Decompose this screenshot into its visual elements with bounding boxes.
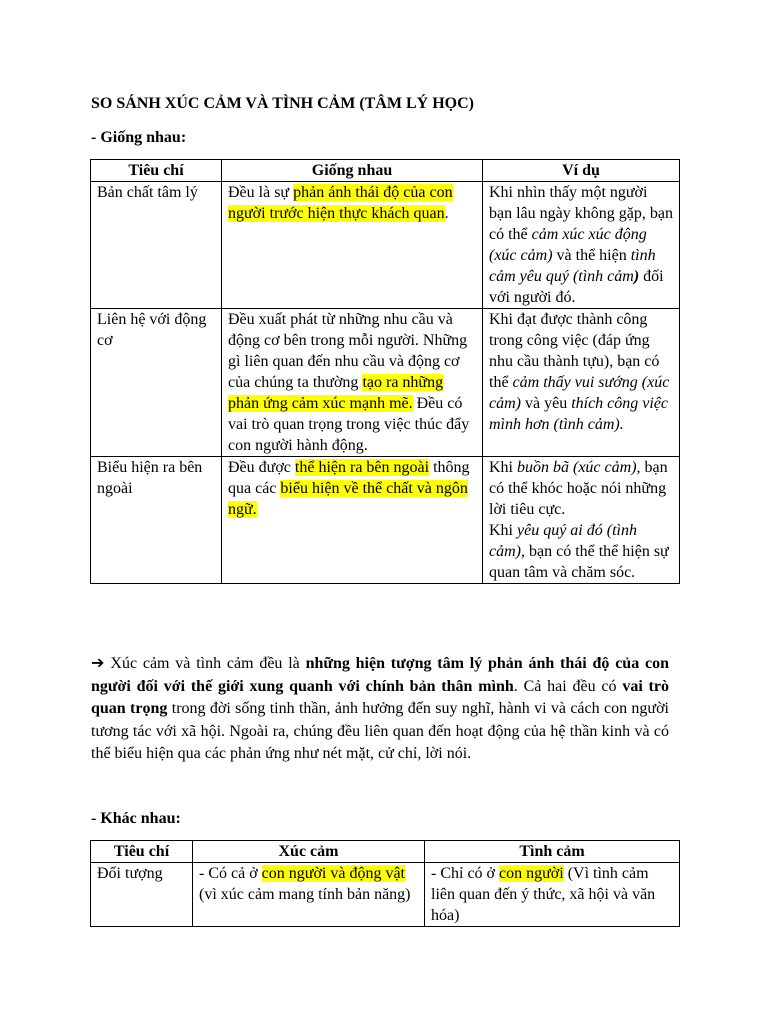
- table-row: [91, 309, 680, 457]
- highlighted-text: con người và động vật: [261, 865, 405, 882]
- header-criterion: Tiêu chí: [91, 160, 222, 182]
- highlighted-text: phản ánh thái độ của con người trước hiện thực khách quan: [228, 184, 453, 222]
- similarity-cell: [222, 309, 483, 457]
- bold-text: những hiện tượng tâm lý phản ánh thái độ của con người đối với thế giới xung quanh với chính bản thân mình: [91, 655, 669, 695]
- text-run: (Vì tình cảm liên quan đến ý thức, xã hội và văn hóa): [431, 865, 656, 924]
- text-run: thông qua các: [228, 459, 470, 497]
- text-run: Đều được: [228, 459, 295, 476]
- differences-heading: - Khác nhau:: [91, 810, 181, 827]
- text-run: - Có cả ở: [199, 865, 262, 882]
- text-run: đối với người đó.: [489, 268, 664, 306]
- table-row: [91, 457, 680, 584]
- italic-text: cảm xúc xúc động (xúc cảm): [489, 226, 647, 264]
- header-emotion: Xúc cảm: [193, 841, 425, 863]
- text-run: và thể hiện: [552, 247, 631, 264]
- text-run: trong đời sống tinh thần, ảnh hưởng đến suy nghĩ, hành vi và cách con người tương tác với xã hội. Ngoài ra, chúng đều liên quan đến hoạt động của hệ thần kinh và có thể biểu hiện qua các phản ứng như nét mặt, cử chỉ, lời nói.: [91, 700, 670, 762]
- text-run: , bạn có thể khóc hoặc nói những lời tiêu cực.: [489, 459, 668, 518]
- similarity-cell: [222, 182, 483, 309]
- similarity-cell: [222, 457, 483, 584]
- example-line: [489, 457, 673, 520]
- italic-text: cảm thấy vui sướng (xúc cảm): [489, 374, 670, 412]
- table-row: [91, 182, 680, 309]
- highlighted-text: con người: [499, 865, 564, 882]
- criterion-cell: Đối tượng: [91, 863, 193, 927]
- text-run: (vì xúc cảm mang tính bản năng): [199, 886, 411, 903]
- text-run: Khi: [489, 522, 517, 539]
- text-run: , bạn có thể thể hiện sự quan tâm và chăm sóc.: [489, 543, 669, 581]
- feeling-cell: [425, 863, 680, 927]
- similarities-heading: - Giống nhau:: [91, 129, 187, 146]
- header-example: Ví dụ: [483, 160, 680, 182]
- page-title: SO SÁNH XÚC CẢM VÀ TÌNH CẢM (TÂM LÝ HỌC): [91, 95, 474, 112]
- italic-text: buồn bã (xúc cảm): [517, 459, 637, 476]
- conclusion-paragraph: [91, 652, 669, 766]
- table-header-row: [91, 841, 680, 863]
- differences-table: [90, 840, 680, 927]
- example-cell: [483, 182, 680, 309]
- header-feeling: Tình cảm: [425, 841, 680, 863]
- bold-text: ): [633, 268, 640, 285]
- highlighted-text: biểu hiện về thể chất và ngôn ngữ.: [228, 480, 468, 518]
- text-run: và yêu: [520, 395, 572, 412]
- header-similarity: Giống nhau: [222, 160, 483, 182]
- text-run: - Chỉ có ở: [431, 865, 500, 882]
- italic-text: tình cảm yêu quý (tình cảm: [489, 247, 656, 285]
- text-run: Khi: [489, 459, 517, 476]
- text-run: Đều là sự: [228, 184, 294, 201]
- highlighted-text: thể hiện ra bên ngoài: [294, 459, 430, 476]
- criterion-cell: Bản chất tâm lý: [91, 182, 222, 309]
- criterion-cell: Liên hệ với động cơ: [91, 309, 222, 457]
- arrow-right-icon: ➔: [91, 653, 105, 672]
- bold-text: vai trò quan trọng: [91, 677, 669, 717]
- text-run: Đều có vai trò quan trọng trong việc thúc đẩy con người hành động.: [228, 395, 470, 454]
- criterion-cell: Biểu hiện ra bên ngoài: [91, 457, 222, 584]
- text-run: .: [444, 205, 449, 222]
- example-cell: [483, 309, 680, 457]
- emotion-cell: [193, 863, 425, 927]
- similarities-table: [90, 159, 680, 584]
- text-run: Khi đạt được thành công trong công việc (đáp ứng nhu cầu thành tựu), bạn có thể: [489, 311, 660, 391]
- table-row: [91, 863, 680, 927]
- highlighted-text: tạo ra những phản ứng cảm xúc mạnh mẽ.: [228, 374, 444, 412]
- italic-text: yêu quý ai đó (tình cảm): [489, 522, 637, 560]
- header-criterion: Tiêu chí: [91, 841, 193, 863]
- text-run: Khi nhìn thấy một người bạn lâu ngày không gặp, bạn có thể: [489, 184, 673, 243]
- example-cell: [483, 457, 680, 584]
- italic-text: thích công việc mình hơn (tình cảm).: [489, 395, 669, 433]
- text-run: Đều xuất phát từ những nhu cầu và động cơ bên trong mỗi người. Những gì liên quan đến nhu cầu và động cơ của chúng ta thường: [228, 311, 468, 391]
- text-run: Xúc cảm và tình cảm đều là: [110, 655, 306, 672]
- example-line: [489, 520, 673, 583]
- text-run: . Cả hai đều có: [513, 677, 623, 695]
- table-header-row: [91, 160, 680, 182]
